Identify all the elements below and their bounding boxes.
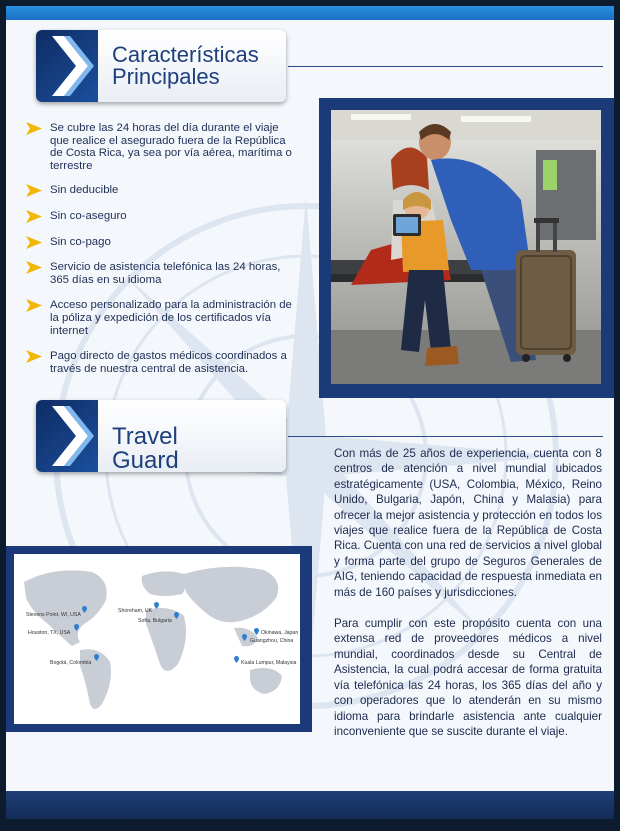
- yellow-arrow-icon: [26, 210, 42, 223]
- section-rule: [288, 436, 603, 437]
- list-item: [24, 122, 294, 172]
- yellow-arrow-icon: [26, 184, 42, 197]
- map-pin-icon: [82, 606, 87, 613]
- chevron-icon: [36, 30, 98, 102]
- list-item-text: Se cubre las 24 horas del día durante el viaje que realice el asegurado fuera de la República de Costa Rica, ya sea por vía aérea, marítima o terrestre: [50, 122, 292, 172]
- list-item-text: Servicio de asistencia telefónica las 24 horas, 365 días en su idioma: [50, 261, 281, 286]
- map-label-sofia: Sofia, Bulgaria: [138, 618, 172, 624]
- bottom-band: [6, 791, 614, 819]
- list-item: [24, 350, 294, 375]
- yellow-arrow-icon: [26, 261, 42, 274]
- feature-list: [24, 122, 294, 375]
- map-label-stevens-point: Stevens Point, WI, USA: [26, 612, 81, 618]
- map-pin-icon: [234, 656, 239, 663]
- section-title: Travel Guard: [112, 423, 179, 474]
- map-label-guangzhou: Guangzhou, China: [250, 638, 294, 644]
- map-pin-icon: [154, 602, 159, 609]
- map-pin-icon: [174, 612, 179, 619]
- brochure-page: [6, 6, 614, 819]
- map-label-okinawa: Okinawa, Japan: [261, 630, 299, 636]
- list-item-text: Pago directo de gastos médicos coordinados a través de nuestra central de asistencia.: [50, 350, 287, 375]
- yellow-arrow-icon: [26, 122, 42, 135]
- map-frame: [6, 546, 312, 732]
- list-item: [24, 299, 294, 337]
- map-pin-icon: [94, 654, 99, 661]
- paragraph-2: Para cumplir con este propósito cuenta con una extensa red de proveedores médicos a nivel mundial, coordinados desde su Central de Asistencia, la cual podrá accesar de forma gratuita vía telefónica las 24 horas, los 365 días del año y con operadores que lo atenderán en su mismo idioma para brindarle asistencia ante cualquier inconveniente que se suscite durante el viaje.: [334, 617, 602, 738]
- list-item-text: Sin co-pago: [50, 235, 111, 248]
- yellow-arrow-icon: [26, 299, 42, 312]
- map-label-bogota: Bogotá, Colombia: [50, 660, 92, 666]
- family-airport-photo: [331, 110, 601, 384]
- travel-guard-description: [334, 446, 602, 755]
- list-item-text: Sin co-aseguro: [50, 209, 127, 222]
- yellow-arrow-icon: [26, 350, 42, 363]
- map-pin-icon: [74, 624, 79, 631]
- top-band: [6, 6, 614, 20]
- map-label-houston: Houston, TX, USA: [28, 630, 71, 636]
- list-item: [24, 261, 294, 286]
- map-pin-icon: [254, 628, 259, 635]
- list-item: [24, 236, 294, 249]
- photo-frame: [319, 98, 614, 398]
- map-label-kuala-lumpur: Kuala Lumpur, Malaysia: [241, 660, 297, 666]
- section-title: [112, 44, 259, 88]
- paragraph-1: Con más de 25 años de experiencia, cuenta con 8 centros de atención a nivel mundial ubicados estratégicamente (USA, Colombia, México, Reino Unido, Bulgaria, Japón, China y Malasia) para ofrecer la mejor asistencia y protección en todos los viajes que realice fuera de la República de Costa Rica. Cuenta con una red de servicios a nivel global y forma parte del grupo de Seguros Generales de AIG, teniendo capacidad de respuesta inmediata en más de 160 países y jurisdicciones.: [334, 447, 602, 599]
- list-item: [24, 184, 294, 197]
- list-item: [24, 210, 294, 223]
- section-title-line2: Principales: [112, 64, 220, 89]
- list-item-text: Sin deducible: [50, 184, 119, 197]
- chevron-icon: [36, 400, 98, 472]
- list-item-text: Acceso personalizado para la administración de la póliza y expedición de los certificados vía internet: [50, 299, 292, 337]
- map-label-shoreham: Shoreham, UK: [118, 608, 153, 614]
- world-map: [14, 554, 300, 724]
- yellow-arrow-icon: [26, 236, 42, 249]
- section-title-line1: Características: [112, 42, 259, 67]
- section-rule: [288, 66, 603, 67]
- map-pin-icon: [242, 634, 247, 641]
